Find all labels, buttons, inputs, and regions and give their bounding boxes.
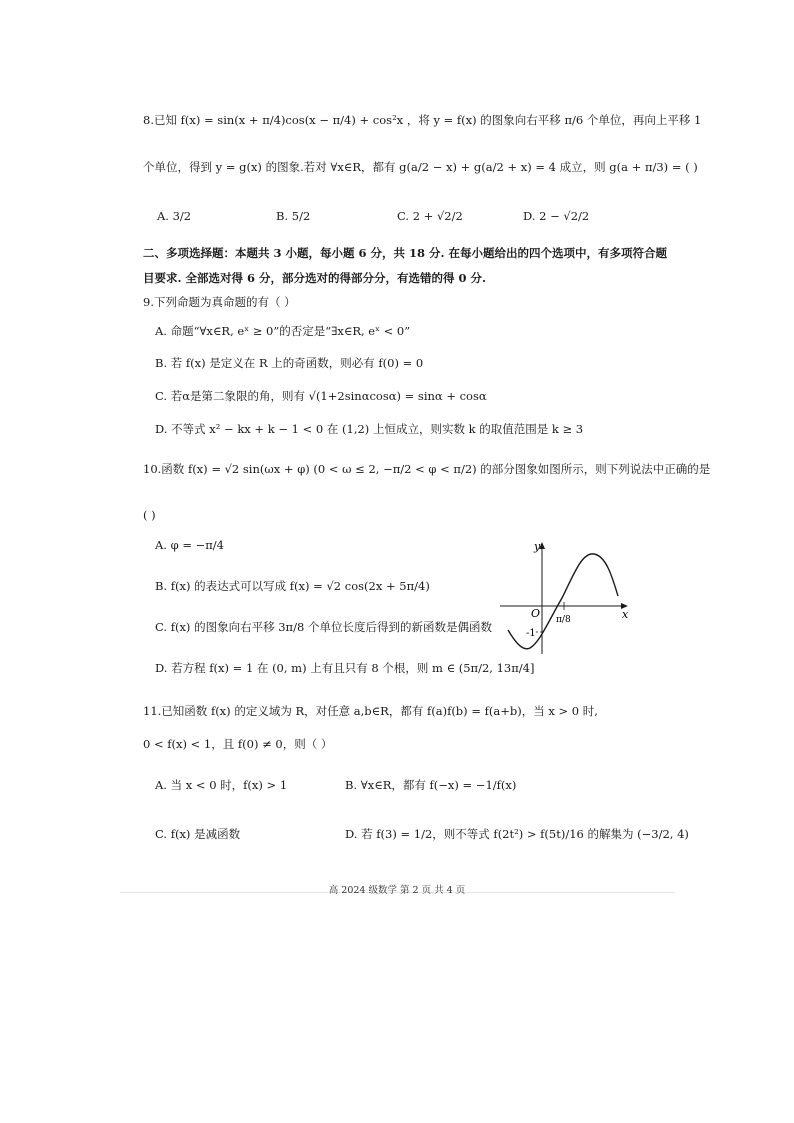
q10-option-a: A. φ = −π/4 <box>155 538 224 552</box>
y-axis-label: y <box>534 540 541 553</box>
q8-line1: 8.已知 f(x) = sin(x + π/4)cos(x − π/4) + cos²x ，将 y = f(x) 的图象向右平移 π/6 个单位，再向上平移 1 <box>143 113 702 127</box>
q11-line1: 11.已知函数 f(x) 的定义域为 R，对任意 a,b∈R，都有 f(a)f(b) = f(a+b)，当 x > 0 时, <box>143 704 598 718</box>
q9-option-b: B. 若 f(x) 是定义在 R 上的奇函数，则必有 f(0) = 0 <box>155 356 424 370</box>
q11-option-d: D. 若 f(3) = 1/2，则不等式 f(2t²) > f(5t)/16 的解集为 (−3/2, 4) <box>345 827 689 841</box>
section2-line1: 二、多项选择题：本题共 3 小题，每小题 6 分，共 18 分. 在每小题给出的四个选项中，有多项符合题 <box>143 246 668 260</box>
x-axis-label: x <box>622 608 629 621</box>
q11-option-c: C. f(x) 是减函数 <box>155 827 241 841</box>
q11-option-b: B. ∀x∈R，都有 f(−x) = −1/f(x) <box>345 778 517 792</box>
q8-option-b: B. 5/2 <box>276 209 311 223</box>
page-footer: 高 2024 级数学 第 2 页 共 4 页 <box>328 885 466 896</box>
q8-option-d: D. 2 − √2/2 <box>523 209 590 223</box>
q9-stem: 9.下列命题为真命题的有（ ） <box>143 295 296 309</box>
q8-line2: 个单位，得到 y = g(x) 的图象.若对 ∀x∈R，都有 g(a/2 − x) + g(a/2 + x) = 4 成立，则 g(a + π/3) = ( ) <box>143 160 698 174</box>
x-tick-label: π/8 <box>556 615 571 625</box>
q10-sine-graph <box>496 536 636 660</box>
q11-option-a: A. 当 x < 0 时，f(x) > 1 <box>155 778 288 792</box>
q8-option-c: C. 2 + √2/2 <box>397 209 463 223</box>
q9-option-d: D. 不等式 x² − kx + k − 1 < 0 在 (1,2) 上恒成立，则实数 k 的取值范围是 k ≥ 3 <box>155 422 584 436</box>
section2-line2: 目要求. 全部选对得 6 分，部分选对的得部分分，有选错的得 0 分. <box>143 271 487 285</box>
q10-paren: ( ) <box>143 508 156 522</box>
q10-option-b: B. f(x) 的表达式可以写成 f(x) = √2 cos(2x + 5π/4) <box>155 579 430 593</box>
q10-option-c: C. f(x) 的图象向右平移 3π/8 个单位长度后得到的新函数是偶函数 <box>155 620 492 634</box>
q9-option-c: C. 若α是第二象限的角，则有 √(1+2sinαcosα) = sinα + cosα <box>155 389 487 403</box>
sine-curve <box>508 554 618 649</box>
origin-label: O <box>531 607 541 620</box>
q9-option-a: A. 命题“∀x∈R, eˣ ≥ 0”的否定是“∃x∈R, eˣ < 0” <box>155 324 411 338</box>
q11-line2: 0 < f(x) < 1，且 f(0) ≠ 0，则（ ） <box>143 737 333 751</box>
q10-option-d: D. 若方程 f(x) = 1 在 (0, m) 上有且只有 8 个根，则 m ∈ (5π/2, 13π/4] <box>155 661 535 675</box>
q8-option-a: A. 3/2 <box>157 209 192 223</box>
q10-stem: 10.函数 f(x) = √2 sin(ωx + φ) (0 < ω ≤ 2, −π/2 < φ < π/2) 的部分图象如图所示，则下列说法中正确的是 <box>143 462 711 476</box>
y-tick-label: -1 <box>526 628 536 639</box>
